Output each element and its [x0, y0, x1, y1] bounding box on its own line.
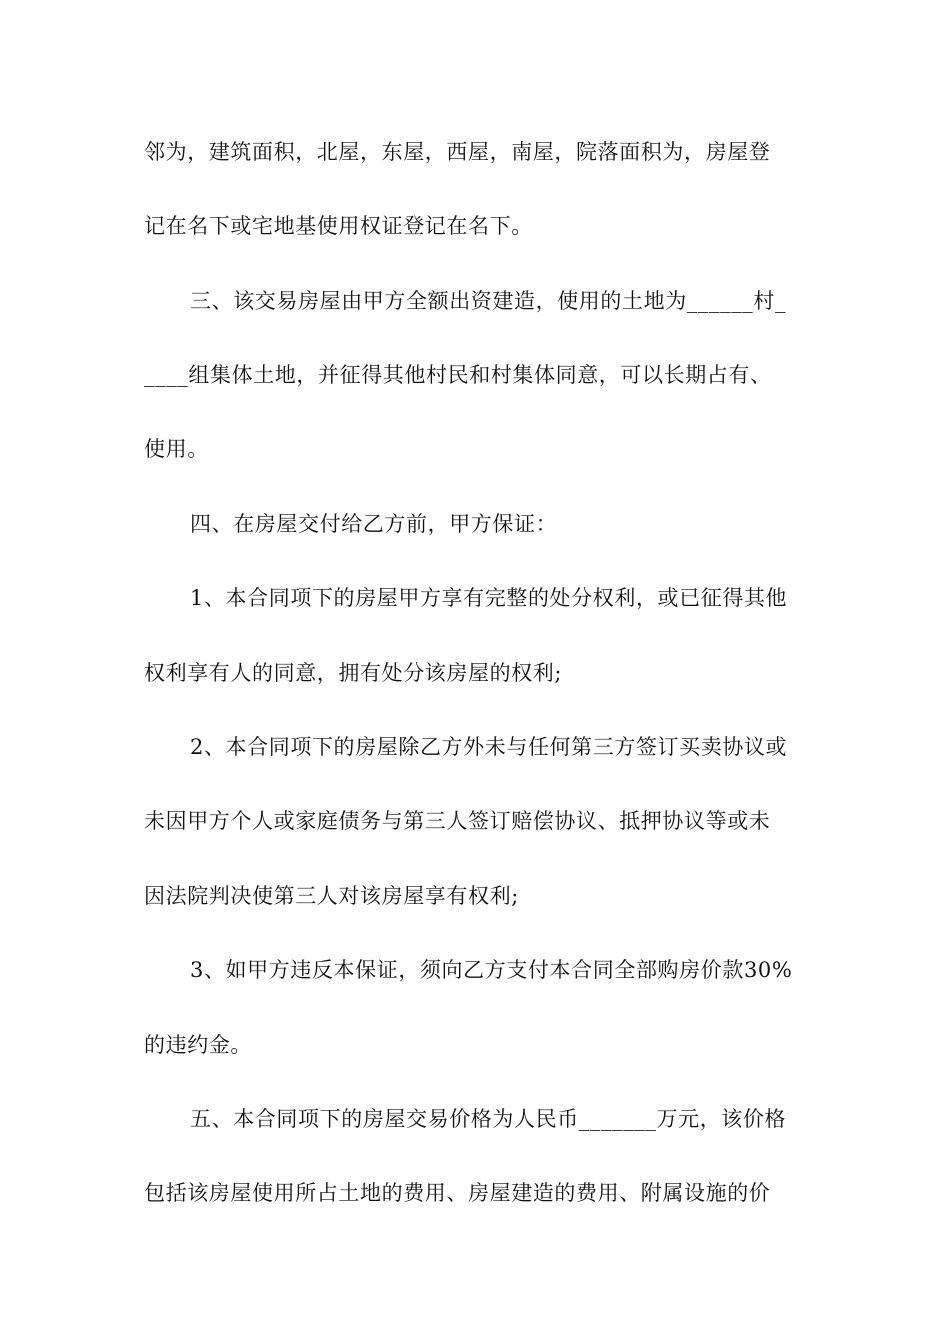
clause-5-heading-line: 五、本合同项下的房屋交易价格为人民币_______万元，该价格: [190, 1107, 787, 1131]
clause-4-heading-line: 四、在房屋交付给乙方前，甲方保证：: [190, 512, 558, 536]
text-line-11: 因法院判决使第三人对该房屋享有权利;: [144, 884, 519, 908]
text-line-8: 权利享有人的同意，拥有处分该房屋的权利;: [144, 661, 563, 685]
clause-3-heading-line: 三、该交易房屋由甲方全额出资建造，使用的土地为______村_: [190, 289, 787, 313]
text-line-13: 的违约金。: [144, 1033, 252, 1057]
item-3-line: 3、如甲方违反本保证，须向乙方支付本合同全部购房价款30%: [190, 958, 793, 982]
text-line-4: ____组集体土地，并征得其他村民和村集体同意，可以长期占有、: [144, 363, 772, 387]
item-2-line: 2、本合同项下的房屋除乙方外未与任何第三方签订买卖协议或: [190, 735, 788, 759]
text-line-10: 未因甲方个人或家庭债务与第三人签订赔偿协议、抵押协议等或未: [144, 809, 771, 833]
text-line-1: 邻为，建筑面积，北屋，东屋，西屋，南屋，院落面积为，房屋登: [144, 140, 771, 164]
text-line-5: 使用。: [144, 437, 209, 461]
text-line-15: 包括该房屋使用所占土地的费用、房屋建造的费用、附属设施的价: [144, 1181, 771, 1205]
text-line-2: 记在名下或宅地基使用权证登记在名下。: [144, 214, 533, 238]
item-1-line: 1、本合同项下的房屋甲方享有完整的处分权利，或已征得其他: [190, 586, 788, 610]
